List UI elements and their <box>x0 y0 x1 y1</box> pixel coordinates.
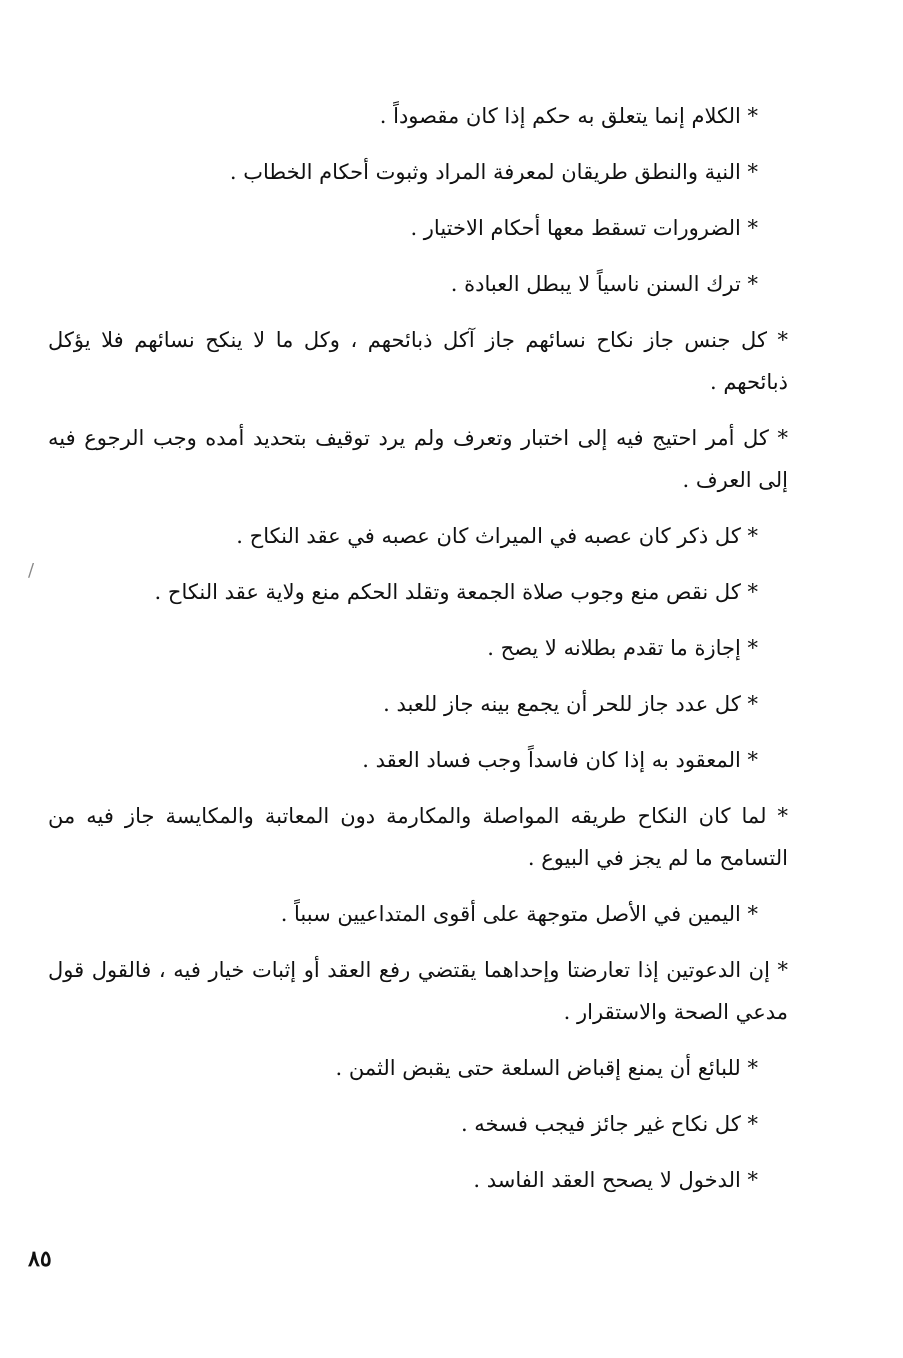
rule-item: * الضرورات تسقط معها أحكام الاختيار . <box>410 216 758 240</box>
rule-item: * المعقود به إذا كان فاسداً وجب فساد العقد . <box>362 748 758 772</box>
rule-item: * إن الدعوتين إذا تعارضتا وإحداهما يقتضي رفع العقد أو إثبات خيار فيه ، فالقول قول مدعي الصحة والاستقرار . <box>48 958 788 1024</box>
page-number: ٨٥ <box>28 1246 52 1272</box>
rule-item: * إجازة ما تقدم بطلانه لا يصح . <box>487 636 758 660</box>
rule-item: * ترك السنن ناسياً لا يبطل العبادة . <box>450 272 758 296</box>
rule-item: * الكلام إنما يتعلق به حكم إذا كان مقصوداً . <box>379 104 758 128</box>
rule-item: * كل جنس جاز نكاح نسائهم جاز آكل ذبائحهم ، وكل ما لا ينكح نسائهم فلا يؤكل ذبائحهم . <box>48 328 788 394</box>
rule-item: * اليمين في الأصل متوجهة على أقوى المتداعيين سبباً . <box>280 902 758 926</box>
rule-item: * الدخول لا يصحح العقد الفاسد . <box>473 1168 758 1192</box>
margin-mark: / <box>28 560 35 581</box>
rule-item: * لما كان النكاح طريقه المواصلة والمكارمة دون المعاتبة والمكايسة جاز فيه من التسامح ما لم يجز في البيوع . <box>48 804 788 870</box>
rules-list <box>48 95 788 1215</box>
rule-item: * للبائع أن يمنع إقباض السلعة حتى يقبض الثمن . <box>335 1056 758 1080</box>
rule-item: * كل عدد جاز للحر أن يجمع بينه جاز للعبد . <box>383 692 758 716</box>
rule-item: * كل نقص منع وجوب صلاة الجمعة وتقلد الحكم منع ولاية عقد النكاح . <box>154 580 758 604</box>
rule-item: * كل أمر احتيج فيه إلى اختبار وتعرف ولم يرد توقيف بتحديد أمده وجب الرجوع فيه إلى العرف . <box>48 426 788 492</box>
rule-item: * النية والنطق طريقان لمعرفة المراد وثبوت أحكام الخطاب . <box>229 160 758 184</box>
rule-item: * كل نكاح غير جائز فيجب فسخه . <box>460 1112 758 1136</box>
rule-item: * كل ذكر كان عصبه في الميراث كان عصبه في عقد النكاح . <box>236 524 758 548</box>
